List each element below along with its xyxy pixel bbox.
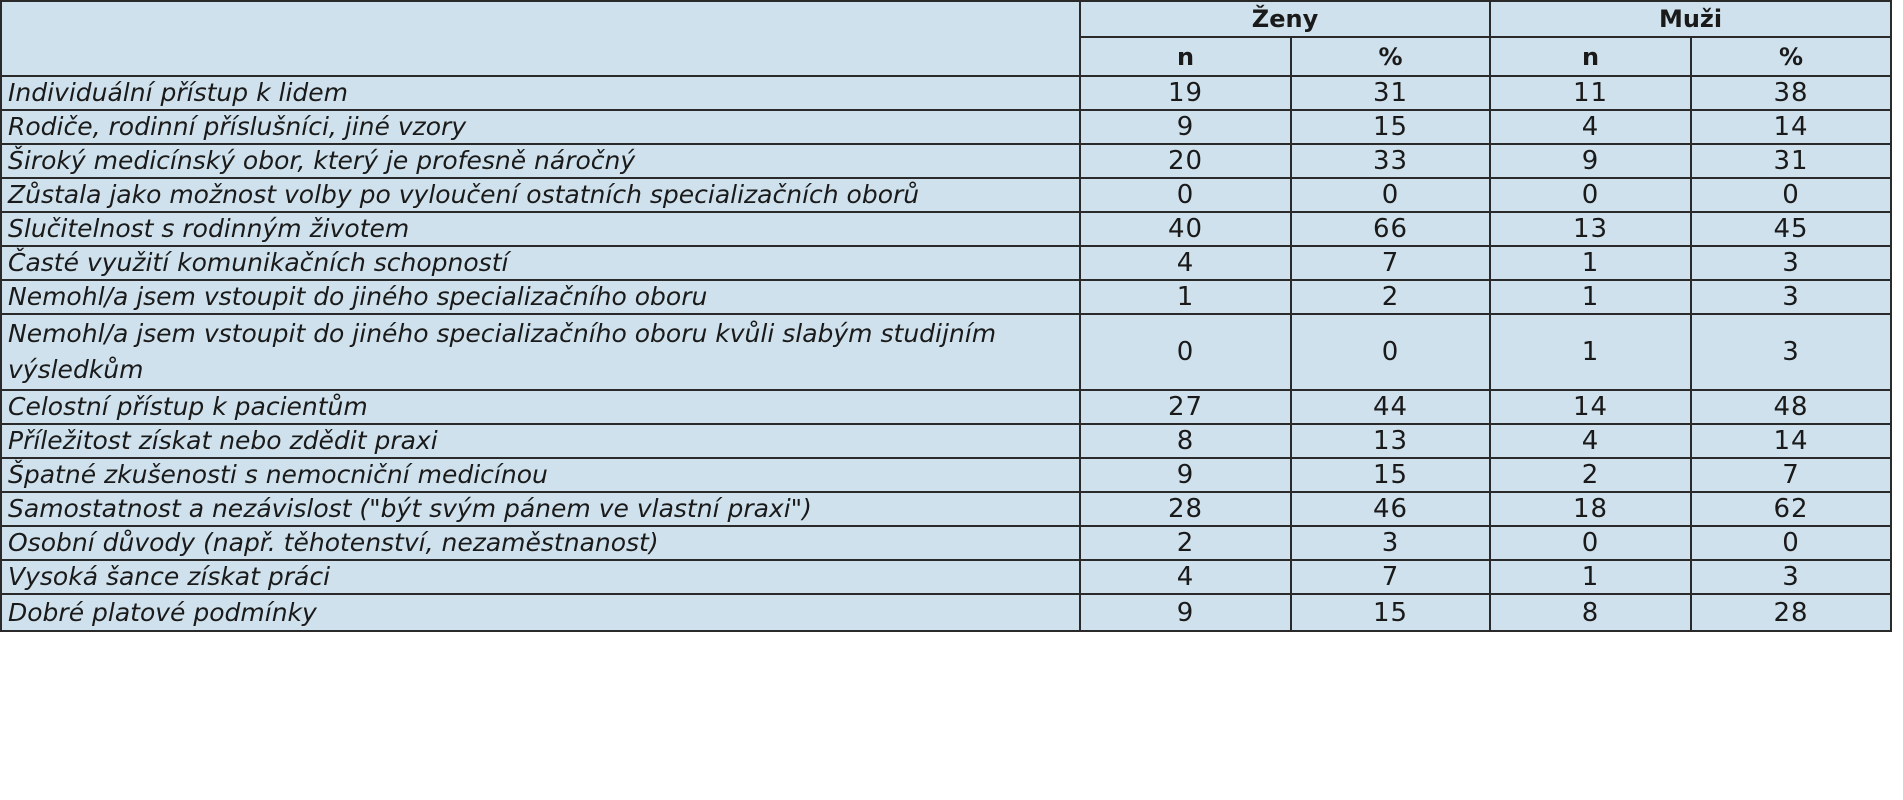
women-pct-cell: 15 [1291,110,1490,144]
men-pct-cell: 14 [1691,110,1891,144]
men-n-cell: 9 [1490,144,1691,178]
header-men-pct: % [1691,37,1891,76]
women-pct-cell: 0 [1291,314,1490,390]
men-n-cell: 0 [1490,526,1691,560]
men-pct-cell: 0 [1691,178,1891,212]
men-n-cell: 2 [1490,458,1691,492]
women-pct-cell: 44 [1291,390,1490,424]
table-header [1,1,1891,76]
header-group-women: Ženy [1080,1,1490,37]
men-pct-cell: 0 [1691,526,1891,560]
table-row [1,110,1891,144]
women-pct-cell: 7 [1291,560,1490,594]
row-label: Slučitelnost s rodinným životem [1,212,1080,246]
men-pct-cell: 45 [1691,212,1891,246]
men-pct-cell: 28 [1691,594,1891,631]
table-row [1,212,1891,246]
table-row [1,458,1891,492]
table-row [1,424,1891,458]
table-body [1,76,1891,631]
men-pct-cell: 38 [1691,76,1891,110]
men-n-cell: 1 [1490,246,1691,280]
women-n-cell: 9 [1080,110,1291,144]
women-pct-cell: 0 [1291,178,1490,212]
women-pct-cell: 33 [1291,144,1490,178]
header-group-men: Muži [1490,1,1891,37]
women-n-cell: 19 [1080,76,1291,110]
women-pct-cell: 31 [1291,76,1490,110]
table-row [1,526,1891,560]
women-n-cell: 9 [1080,458,1291,492]
row-label: Špatné zkušenosti s nemocniční medicínou [1,458,1080,492]
men-n-cell: 8 [1490,594,1691,631]
men-n-cell: 0 [1490,178,1691,212]
women-n-cell: 4 [1080,560,1291,594]
women-pct-cell: 7 [1291,246,1490,280]
row-label: Dobré platové podmínky [1,594,1080,631]
women-n-cell: 9 [1080,594,1291,631]
men-pct-cell: 48 [1691,390,1891,424]
men-n-cell: 4 [1490,424,1691,458]
table-row [1,246,1891,280]
table-row [1,76,1891,110]
header-empty-corner [1,1,1080,76]
table-row [1,314,1891,390]
women-n-cell: 20 [1080,144,1291,178]
women-n-cell: 8 [1080,424,1291,458]
men-n-cell: 14 [1490,390,1691,424]
women-pct-cell: 3 [1291,526,1490,560]
table-row [1,390,1891,424]
men-n-cell: 18 [1490,492,1691,526]
women-n-cell: 2 [1080,526,1291,560]
men-pct-cell: 3 [1691,280,1891,314]
women-n-cell: 4 [1080,246,1291,280]
table-row [1,178,1891,212]
men-n-cell: 4 [1490,110,1691,144]
men-pct-cell: 31 [1691,144,1891,178]
table-row [1,280,1891,314]
men-pct-cell: 3 [1691,314,1891,390]
row-label: Vysoká šance získat práci [1,560,1080,594]
header-women-pct: % [1291,37,1490,76]
women-n-cell: 28 [1080,492,1291,526]
men-n-cell: 1 [1490,560,1691,594]
men-pct-cell: 14 [1691,424,1891,458]
women-pct-cell: 66 [1291,212,1490,246]
men-n-cell: 11 [1490,76,1691,110]
header-men-n: n [1490,37,1691,76]
row-label: Časté využití komunikačních schopností [1,246,1080,280]
row-label: Rodiče, rodinní příslušníci, jiné vzory [1,110,1080,144]
header-women-n: n [1080,37,1291,76]
row-label: Nemohl/a jsem vstoupit do jiného specializačního oboru kvůli slabým studijním výsledkům [1,314,1080,390]
men-pct-cell: 3 [1691,560,1891,594]
men-pct-cell: 7 [1691,458,1891,492]
table-row [1,594,1891,631]
row-label: Individuální přístup k lidem [1,76,1080,110]
men-n-cell: 1 [1490,280,1691,314]
women-n-cell: 1 [1080,280,1291,314]
women-pct-cell: 46 [1291,492,1490,526]
row-label: Osobní důvody (např. těhotenství, nezaměstnanost) [1,526,1080,560]
men-pct-cell: 62 [1691,492,1891,526]
men-n-cell: 13 [1490,212,1691,246]
header-row-groups [1,1,1891,37]
women-pct-cell: 15 [1291,594,1490,631]
row-label: Samostatnost a nezávislost ("být svým pánem ve vlastní praxi") [1,492,1080,526]
women-pct-cell: 13 [1291,424,1490,458]
women-n-cell: 0 [1080,314,1291,390]
men-pct-cell: 3 [1691,246,1891,280]
table-row [1,560,1891,594]
row-label: Zůstala jako možnost volby po vyloučení ostatních specializačních oborů [1,178,1080,212]
women-n-cell: 40 [1080,212,1291,246]
women-pct-cell: 2 [1291,280,1490,314]
men-n-cell: 1 [1490,314,1691,390]
women-pct-cell: 15 [1291,458,1490,492]
table-row [1,144,1891,178]
row-label: Nemohl/a jsem vstoupit do jiného specializačního oboru [1,280,1080,314]
row-label: Příležitost získat nebo zdědit praxi [1,424,1080,458]
women-n-cell: 27 [1080,390,1291,424]
women-n-cell: 0 [1080,178,1291,212]
table-row [1,492,1891,526]
row-label: Široký medicínský obor, který je profesně náročný [1,144,1080,178]
row-label: Celostní přístup k pacientům [1,390,1080,424]
